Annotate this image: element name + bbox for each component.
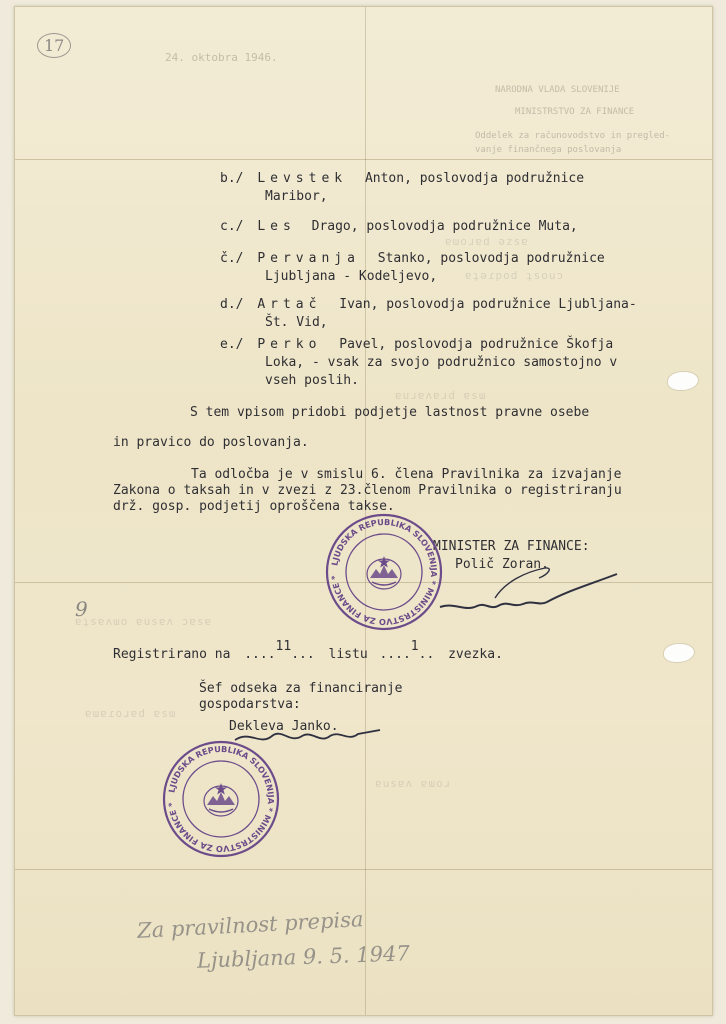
paper-hole xyxy=(667,371,699,391)
item-label: č./ xyxy=(220,251,244,266)
svg-text:LJUDSKA REPUBLIKA SLOVENIJA *: LJUDSKA REPUBLIKA SLOVENIJA * MINISTRSTVO ZA FINANCE * xyxy=(166,743,277,855)
registration-line: Registrirano na ....11... listu ....1.. zvezka. xyxy=(113,639,503,662)
official-stamp xyxy=(324,512,444,632)
official-stamp xyxy=(161,739,281,859)
pencil-note: Za pravilnost prepisa xyxy=(136,907,364,943)
minister-signature xyxy=(435,562,625,622)
paper-hole xyxy=(663,643,695,663)
item-label: d./ xyxy=(220,297,244,312)
item-label: e./ xyxy=(220,337,244,352)
fold-line xyxy=(15,869,712,870)
item-text: Pavel, poslovodja podružnice Škofja xyxy=(339,337,614,352)
chief-title: gospodarstva: xyxy=(199,697,301,712)
list-item-e xyxy=(220,337,613,352)
faint-date: 24. oktobra 1946. xyxy=(165,51,278,64)
item-name: Perko xyxy=(257,337,322,352)
registration-prefix: Registrirano na xyxy=(113,647,231,662)
letterhead-line: NARODNA VLADA SLOVENIJE xyxy=(495,85,620,95)
item-text: vseh poslih. xyxy=(265,373,359,388)
paragraph-line: S tem vpisom pridobi podjetje lastnost pravne osebe xyxy=(190,405,590,420)
item-text: Loka, - vsak za svojo podružnico samostojno v xyxy=(265,355,618,370)
paragraph-line: in pravico do poslovanja. xyxy=(113,435,309,450)
pencil-note: Ljubljana 9. 5. 1947 xyxy=(196,941,411,973)
paragraph-line: Ta odločba je v smislu 6. člena Pravilnika za izvajanje xyxy=(191,467,622,482)
letterhead-line: MINISTRSTVO ZA FINANCE xyxy=(515,107,635,117)
item-label: b./ xyxy=(220,171,244,186)
registration-suffix: zvezka. xyxy=(448,647,503,662)
list-item-c-caron xyxy=(220,251,605,266)
registration-sheet: 11 xyxy=(275,639,292,654)
item-text: Ljubljana - Kodeljevo, xyxy=(265,269,438,284)
item-name: Pervanja xyxy=(257,251,360,266)
paragraph-line: Zakona o taksah in v zvezi z 23.členom Pravilnika o registriranju xyxy=(113,483,622,498)
list-item-c xyxy=(220,219,578,234)
item-name: Levstek xyxy=(257,171,348,186)
item-text: Ivan, poslovodja podružnice Ljubljana- xyxy=(339,297,637,312)
svg-text:LJUDSKA REPUBLIKA SLOVENIJA *: LJUDSKA REPUBLIKA SLOVENIJA * MINISTRSTVO ZA FINANCE * xyxy=(329,516,440,628)
letterhead-line: Oddelek za računovodstvo in pregled- xyxy=(475,131,671,141)
item-text: Drago, poslovodja podružnice Muta, xyxy=(311,219,578,234)
minister-title: MINISTER ZA FINANCE: xyxy=(433,539,590,554)
item-label: c./ xyxy=(220,219,244,234)
list-item-b xyxy=(220,171,584,186)
chief-title: Šef odseka za financiranje xyxy=(199,681,403,696)
registration-volume: 1 xyxy=(410,639,419,654)
paragraph-line: drž. gosp. podjetij oproščena takse. xyxy=(113,499,395,514)
item-name: Les xyxy=(257,219,296,234)
coat-of-arms-icon xyxy=(367,556,401,589)
chief-name: Dekleva Janko. xyxy=(229,719,339,734)
corner-number: 17 xyxy=(37,33,71,58)
item-text: Stanko, poslovodja podružnice xyxy=(377,251,605,266)
coat-of-arms-icon xyxy=(204,783,238,816)
registration-middle: listu xyxy=(328,647,368,662)
minister-name: Polič Zoran. xyxy=(455,557,549,572)
item-text: Anton, poslovodja podružnice xyxy=(364,171,585,186)
fold-line xyxy=(15,159,712,160)
letterhead-line: vanje finančnega poslovanja xyxy=(475,145,622,155)
item-name: Artač xyxy=(257,297,322,312)
document-page: 17 24. oktobra 1946. NARODNA VLADA SLOVENIJE MINISTRSTVO ZA FINANCE Oddelek za računovodstvo in pregled- vanje finančnega poslovanja ɐɯoɹɐd ǝzsɐ ɐʇǝɾpod ʇsouɔ ɐuɹɐʌɐɹd ɐsɯ ɐʇsɐʌɯo ɐusɐʌ ɔɐsɐ ɐɯɐɾoɹɐd ɐsɯ ɐusɐʌ ɐɯoɹ b./ Levstek Anton, poslovodja podružnice Maribor, c./ Les Drago, poslovodja podružnice Muta, č./ Pervanja Stanko, poslovodja podružnice Ljubljana - Kodeljevo, d./ Artač Ivan, poslovodja podružnice Ljubljana- Št. Vid, e./ Perko Pavel, poslovodja podružnice Škofja Loka, - vsak za svojo podružnico samostojno v vseh poslih. S tem vpisom pridobi podjetje lastnost pravne osebe in pravico do poslovanja. Ta odločba je v smislu 6. člena Pravilnika za izvajanje Zakona o taksah in v zvezi z 23.členom Pravilnika o registriranju drž. gosp. podjetij oproščena takse. MINISTER ZA FINANCE: Polič Zoran. LJUDSKA REPUBLIKA SLOVENIJA * MINISTRSTVO ZA FINANCE * 9 Registrirano na ....11... listu ....1.. zvezka. Šef odseka za financiranje gospodarstva: Dekleva Janko. LJUDSKA REPUBLIKA SLOVENIJA * MINISTRSTVO ZA FINANCE * Za pravilnost prepisa Ljubljana 9. 5. 1947 xyxy=(14,6,713,1016)
list-item-d xyxy=(220,297,637,312)
item-text: Maribor, xyxy=(265,189,328,204)
item-text: Št. Vid, xyxy=(265,315,328,330)
handwritten-mark: 9 xyxy=(75,597,88,621)
